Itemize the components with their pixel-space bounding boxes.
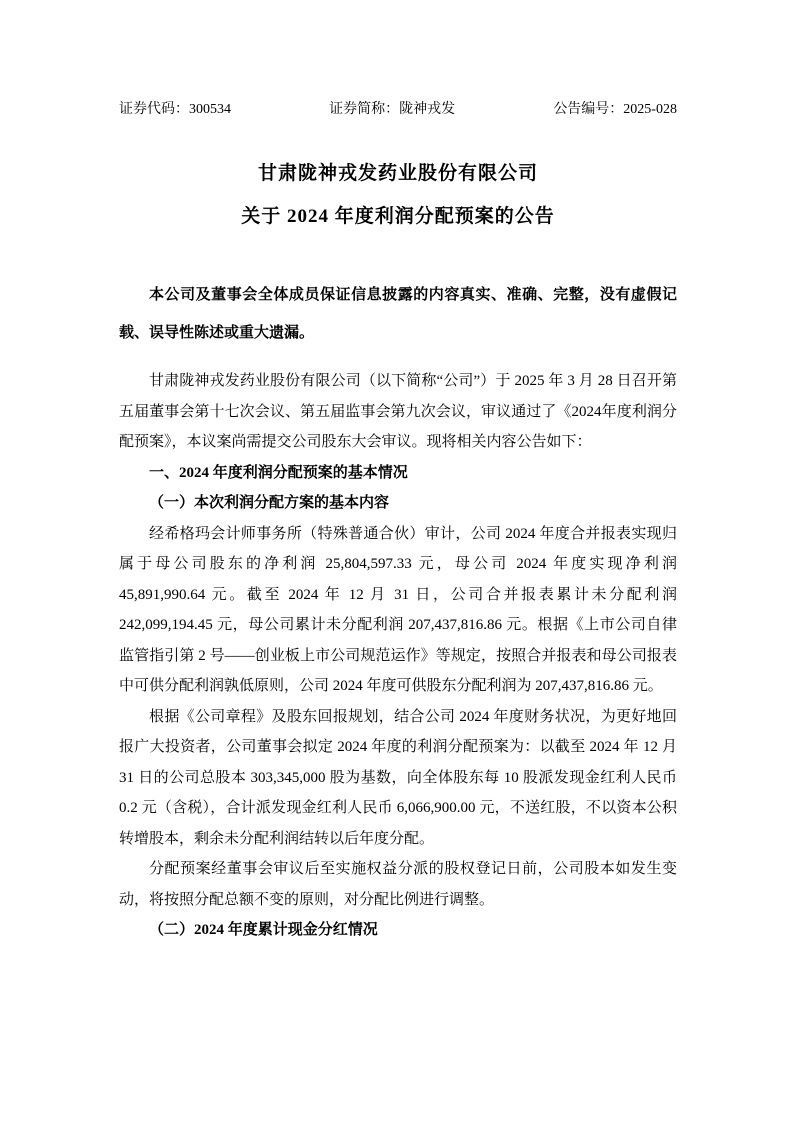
document-title: 甘肃陇神戎发药业股份有限公司 [257, 163, 538, 184]
document-header [119, 100, 677, 120]
subsection-1-1-heading: （一）本次利润分配方案的基本内容 [149, 495, 390, 511]
document-subtitle: 关于 2024 年度利润分配预案的公告 [241, 206, 555, 227]
subsection-1-2-heading: （二）2024 年度累计现金分红情况 [149, 922, 378, 938]
section-1-heading: 一、2024 年度利润分配预案的基本情况 [149, 464, 408, 481]
adjustment-paragraph: 分配预案经董事会审议后至实施权益分派的股权登记日前，公司股本如发生变动，将按照分配总额不变的原则，对分配比例进行调整。 [119, 861, 677, 908]
announcement-number: 公告编号：2025-028 [553, 102, 677, 117]
stock-abbr: 证券简称：陇神戎发 [329, 102, 456, 117]
distribution-plan-paragraph: 根据《公司章程》及股东回报规划，结合公司 2024 年度财务状况，为更好地回报广大投资者，公司董事会拟定 2024 年度的利润分配预案为：以截至 2024 年 12 月 31 日的公司总股本 303,345,000 股为基数，向全体股东每 10 股派发现金红利人民币 0.2 元（含税），合计派发现金红利人民币 6,066,900.00 元，不送红股，不以资本公积转增股本，剩余未分配利润结转以后年度分配。 [119, 708, 677, 847]
stock-code: 证券代码：300534 [119, 102, 231, 117]
intro-paragraph: 甘肃陇神戎发药业股份有限公司（以下简称“公司”）于 2025 年 3 月 28 日召开第五届董事会第十七次会议、第五届监事会第九次会议，审议通过了《2024年度利润分配预案》，本议案尚需提交公司股东大会审议。现将相关内容公告如下： [119, 373, 677, 450]
audit-paragraph: 经希格玛会计师事务所（特殊普通合伙）审计，公司 2024 年度合并报表实现归属于母公司股东的净利润 25,804,597.33 元，母公司 2024 年度实现净利润 45,891,990.64 元。截至 2024 年 12 月 31 日，公司合并报表累计未分配利润 242,099,194.45 元，母公司累计未分配利润 207,437,816.86 元。根据《上市公司自律监管指引第 2 号——创业板上市公司规范运作》等规定，按照合并报表和母公司报表中可供分配利润孰低原则，公司 2024 年度可供股东分配利润为 207,437,816.86 元。 [119, 525, 677, 694]
disclaimer-text: 本公司及董事会全体成员保证信息披露的内容真实、准确、完整，没有虚假记载、误导性陈述或重大遗漏。 [119, 287, 677, 341]
